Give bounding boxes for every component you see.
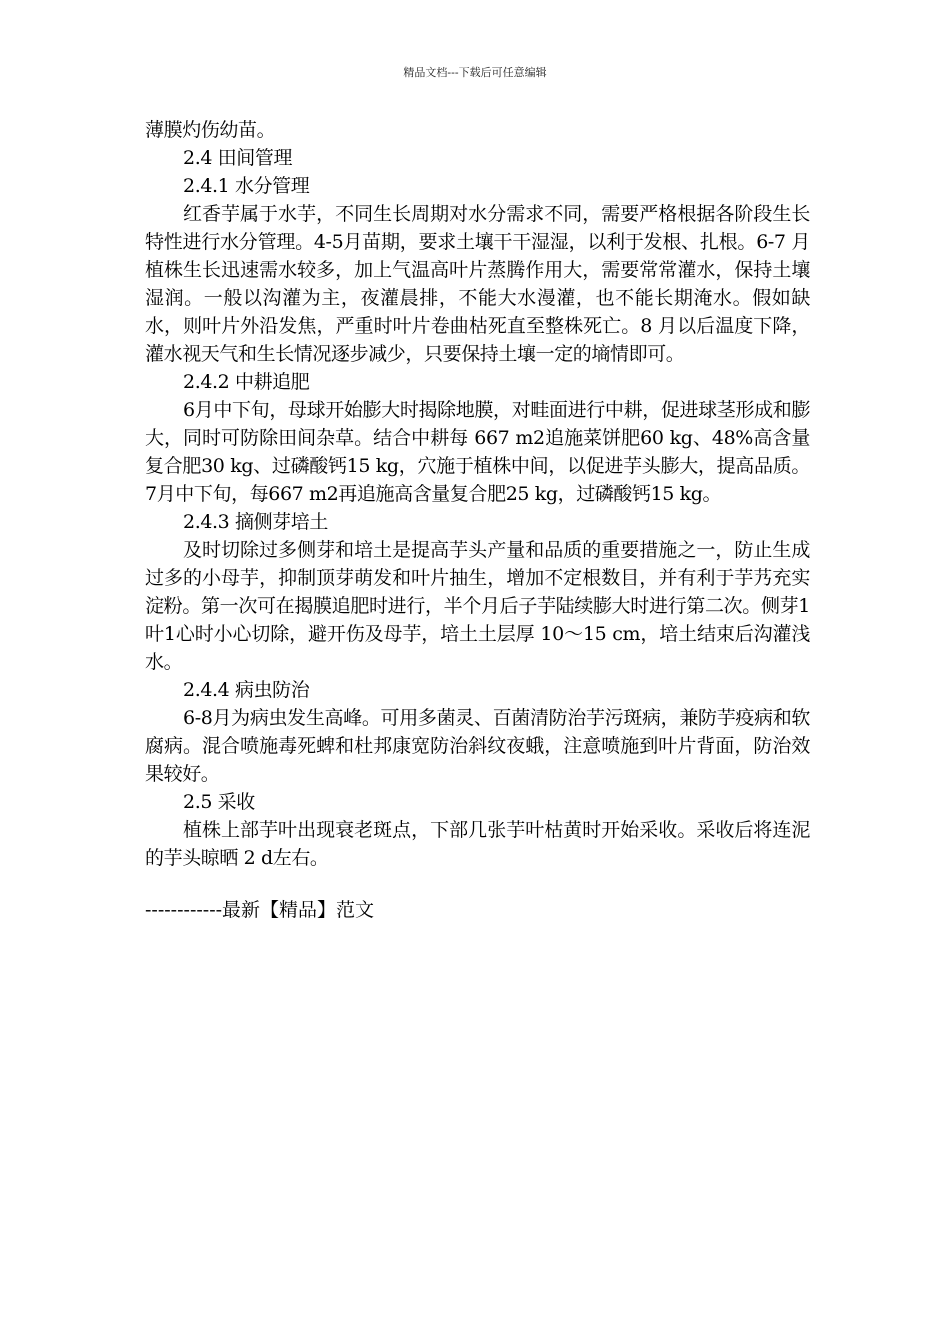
paragraph-continuation: 薄膜灼伤幼苗。 <box>145 119 276 141</box>
paragraph-water-management: 红香芋属于水芋，不同生长周期对水分需求不同，需要严格根据各阶段生长特性进行水分管理。4-5月苗期，要求土壤干干湿湿，以利于发根、扎根。6-7 月植株生长迅速需水较多，加上气温高叶片蒸腾作用大，需要常常灌水，保持土壤湿润。一般以沟灌为主，夜灌晨排，不能大水漫灌，也不能长期淹水。假如缺水，则叶片外沿发焦，严重时叶片卷曲枯死直至整株死亡。8 月以后温度下降，灌水视天气和生长情况逐步减少，只要保持土壤一定的墒情即可。 <box>145 203 810 365</box>
section-heading-2-4-3: 2.4.3 摘侧芽培土 <box>183 511 328 533</box>
document-body <box>145 116 810 872</box>
section-heading-2-4: 2.4 田间管理 <box>183 147 293 169</box>
section-heading-2-4-4: 2.4.4 病虫防治 <box>183 679 310 701</box>
paragraph-harvest: 植株上部芋叶出现衰老斑点，下部几张芋叶枯黄时开始采收。采收后将连泥的芋头晾晒 2 d左右。 <box>145 819 810 869</box>
paragraph-pest-control: 6-8月为病虫发生高峰。可用多菌灵、百菌清防治芋污斑病，兼防芋疫病和软腐病。混合喷施毒死蜱和杜邦康宽防治斜纹夜蛾，注意喷施到叶片背面，防治效果较好。 <box>145 707 810 785</box>
paragraph-side-bud-removal: 及时切除过多侧芽和培土是提高芋头产量和品质的重要措施之一，防止生成过多的小母芋，抑制顶芽萌发和叶片抽生，增加不定根数目，并有利于芋艿充实淀粉。第一次可在揭膜追肥时进行，半个月后子芋陆续膨大时进行第二次。侧芽1叶1心时小心切除，避开伤及母芋，培土土层厚 10～15 cm，培土结束后沟灌浅水。 <box>145 539 810 673</box>
footer-tagline: ------------最新【精品】范文 <box>145 899 375 921</box>
section-heading-2-4-1: 2.4.1 水分管理 <box>183 175 310 197</box>
section-heading-2-5: 2.5 采收 <box>183 791 255 813</box>
page-header: 精品文档---下载后可任意编辑 <box>403 66 547 79</box>
section-heading-2-4-2: 2.4.2 中耕追肥 <box>183 371 310 393</box>
paragraph-fertilizing: 6月中下旬，母球开始膨大时揭除地膜，对畦面进行中耕，促进球茎形成和膨大，同时可防除田间杂草。结合中耕每 667 m2追施菜饼肥60 kg、48%高含量复合肥30 kg、过磷酸钙15 kg，穴施于植株中间，以促进芋头膨大，提高品质。7月中下旬，每667 m2再追施高含量复合肥25 kg，过磷酸钙15 kg。 <box>145 399 810 505</box>
